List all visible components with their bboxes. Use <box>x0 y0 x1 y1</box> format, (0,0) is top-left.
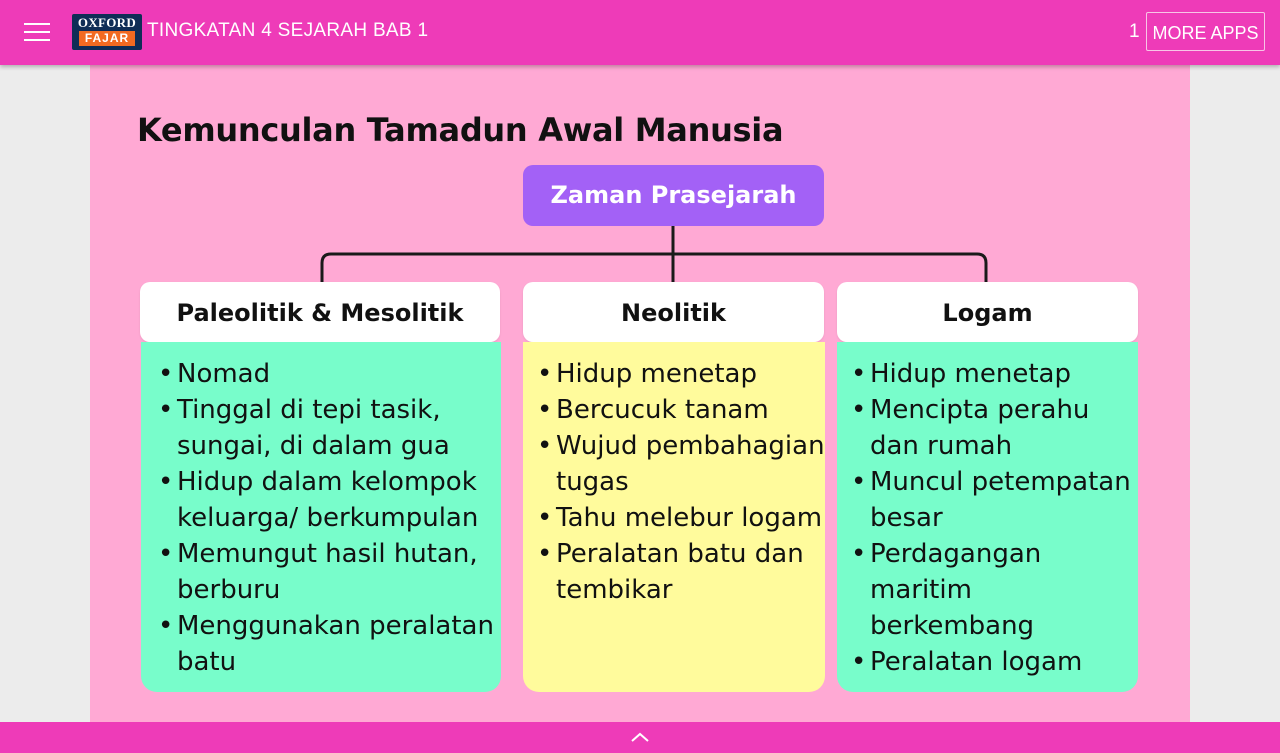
column-title-neolitik: Neolitik <box>523 282 824 342</box>
chevron-up-icon[interactable] <box>630 730 650 744</box>
list-item: • Hidup menetap <box>523 356 825 392</box>
list-item: • Tahu melebur logam <box>523 500 825 536</box>
list-item: • Muncul petempatan besar <box>837 464 1138 536</box>
list-item: • Peralatan batu dan tembikar <box>523 536 825 608</box>
list-item: • Mencipta perahu dan rumah <box>837 392 1138 464</box>
list-item: • Peralatan logam <box>837 644 1138 680</box>
list-item: • Hidup menetap <box>837 356 1138 392</box>
list-item: • Tinggal di tepi tasik, sungai, di dalam gua <box>141 392 501 464</box>
app-title: TINGKATAN 4 SEJARAH BAB 1 <box>147 20 429 41</box>
column-list-logam <box>837 342 1138 692</box>
app-bar <box>0 0 1280 65</box>
column-title-logam: Logam <box>837 282 1138 342</box>
more-apps-button[interactable]: MORE APPS <box>1146 12 1265 51</box>
column-list-paleolitik-mesolitik <box>141 342 501 692</box>
list-item: • Perdagangan maritim berkembang <box>837 536 1138 644</box>
list-item: • Menggunakan peralatan batu <box>141 608 501 680</box>
root-node-zaman-prasejarah: Zaman Prasejarah <box>523 165 824 226</box>
oxford-fajar-logo <box>72 14 142 50</box>
list-item: • Nomad <box>141 356 501 392</box>
bottom-bar <box>0 722 1280 753</box>
column-list-neolitik <box>523 342 825 692</box>
column-title-paleolitik-mesolitik: Paleolitik & Mesolitik <box>140 282 500 342</box>
list-item: • Wujud pembahagian tugas <box>523 428 825 500</box>
content-page-image <box>90 65 1190 722</box>
logo-text-oxford: OXFORD <box>77 15 137 30</box>
logo-text-fajar: FAJAR <box>79 31 135 46</box>
list-item: • Hidup dalam kelompok keluarga/ berkumpulan <box>141 464 501 536</box>
list-item: • Bercucuk tanam <box>523 392 825 428</box>
hamburger-menu-icon[interactable] <box>18 18 58 46</box>
list-item: • Memungut hasil hutan, berburu <box>141 536 501 608</box>
page-count: 1 <box>1129 21 1140 42</box>
page-heading: Kemunculan Tamadun Awal Manusia <box>137 111 784 149</box>
